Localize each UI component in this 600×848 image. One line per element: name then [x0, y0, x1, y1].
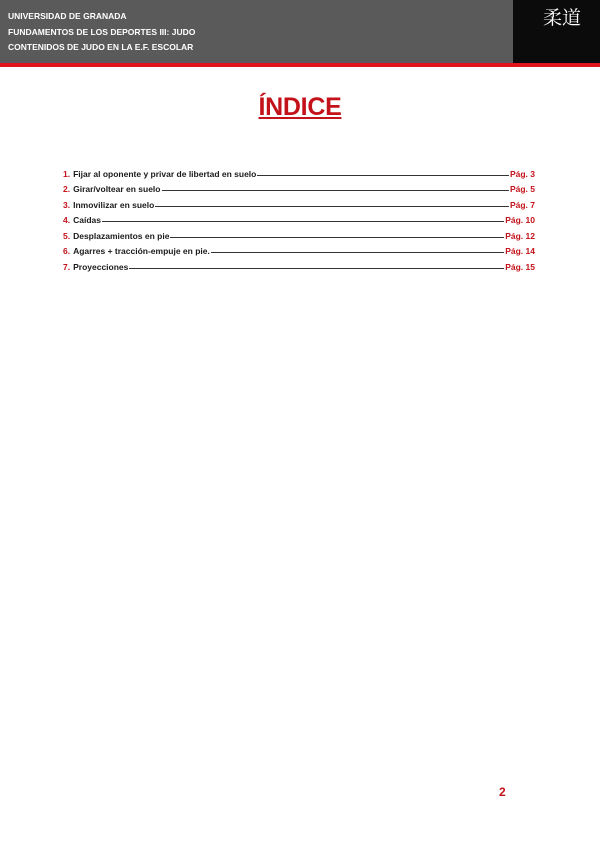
toc-item[interactable] [63, 241, 535, 257]
toc-item[interactable] [63, 256, 535, 272]
toc-item[interactable] [63, 163, 535, 179]
header-text [8, 9, 195, 56]
toc-leader [162, 190, 509, 191]
judo-kanji: 柔道 [543, 7, 582, 29]
toc-number: 1. [63, 168, 71, 179]
toc-label: Desplazamientos en pie [73, 230, 170, 241]
toc-page: Pág. 14 [505, 246, 535, 256]
toc-item[interactable] [63, 179, 535, 195]
header-subject: CONTENIDOS DE JUDO EN LA E.F. ESCOLAR [8, 42, 194, 52]
toc-label: Inmovilizar en suelo [73, 199, 155, 210]
toc-label: Fijar al oponente y privar de libertad en suelo [73, 168, 257, 179]
toc-number: 3. [63, 199, 71, 210]
toc-page: Pág. 12 [505, 230, 535, 241]
toc-number: 4. [63, 215, 71, 225]
document-header [0, 0, 600, 63]
header-course: FUNDAMENTOS DE LOS DEPORTES III: JUDO [8, 26, 196, 37]
header-university: UNIVERSIDAD DE GRANADA [8, 11, 127, 21]
toc-label: Agarres + tracción-empuje en pie. [73, 246, 210, 256]
toc-number: 2. [63, 184, 71, 194]
toc-page: Pág. 15 [505, 261, 535, 272]
toc-number: 7. [63, 261, 71, 272]
toc-number: 5. [63, 230, 71, 241]
page-number: 2 [499, 785, 506, 799]
toc-item[interactable] [63, 225, 535, 241]
toc-label: Proyecciones [73, 261, 129, 272]
toc-page: Pág. 7 [509, 199, 535, 210]
judo-logo [513, 0, 600, 63]
toc-leader [170, 237, 504, 238]
toc-leader [211, 252, 504, 253]
toc-number: 6. [63, 246, 71, 256]
page-title: ÍNDICE [258, 93, 342, 121]
toc-page: Pág. 10 [505, 215, 535, 225]
table-of-contents [63, 163, 535, 272]
toc-label: Girar/voltear en suelo [73, 184, 161, 194]
toc-leader [257, 175, 509, 176]
toc-item[interactable] [63, 194, 535, 210]
toc-page: Pág. 3 [509, 168, 535, 179]
toc-leader [155, 206, 509, 207]
toc-leader [129, 268, 504, 269]
toc-label: Caídas [73, 215, 101, 225]
header-divider [0, 63, 600, 67]
toc-page: Pág. 5 [509, 184, 535, 194]
toc-leader [102, 221, 504, 222]
toc-item[interactable] [63, 210, 535, 226]
